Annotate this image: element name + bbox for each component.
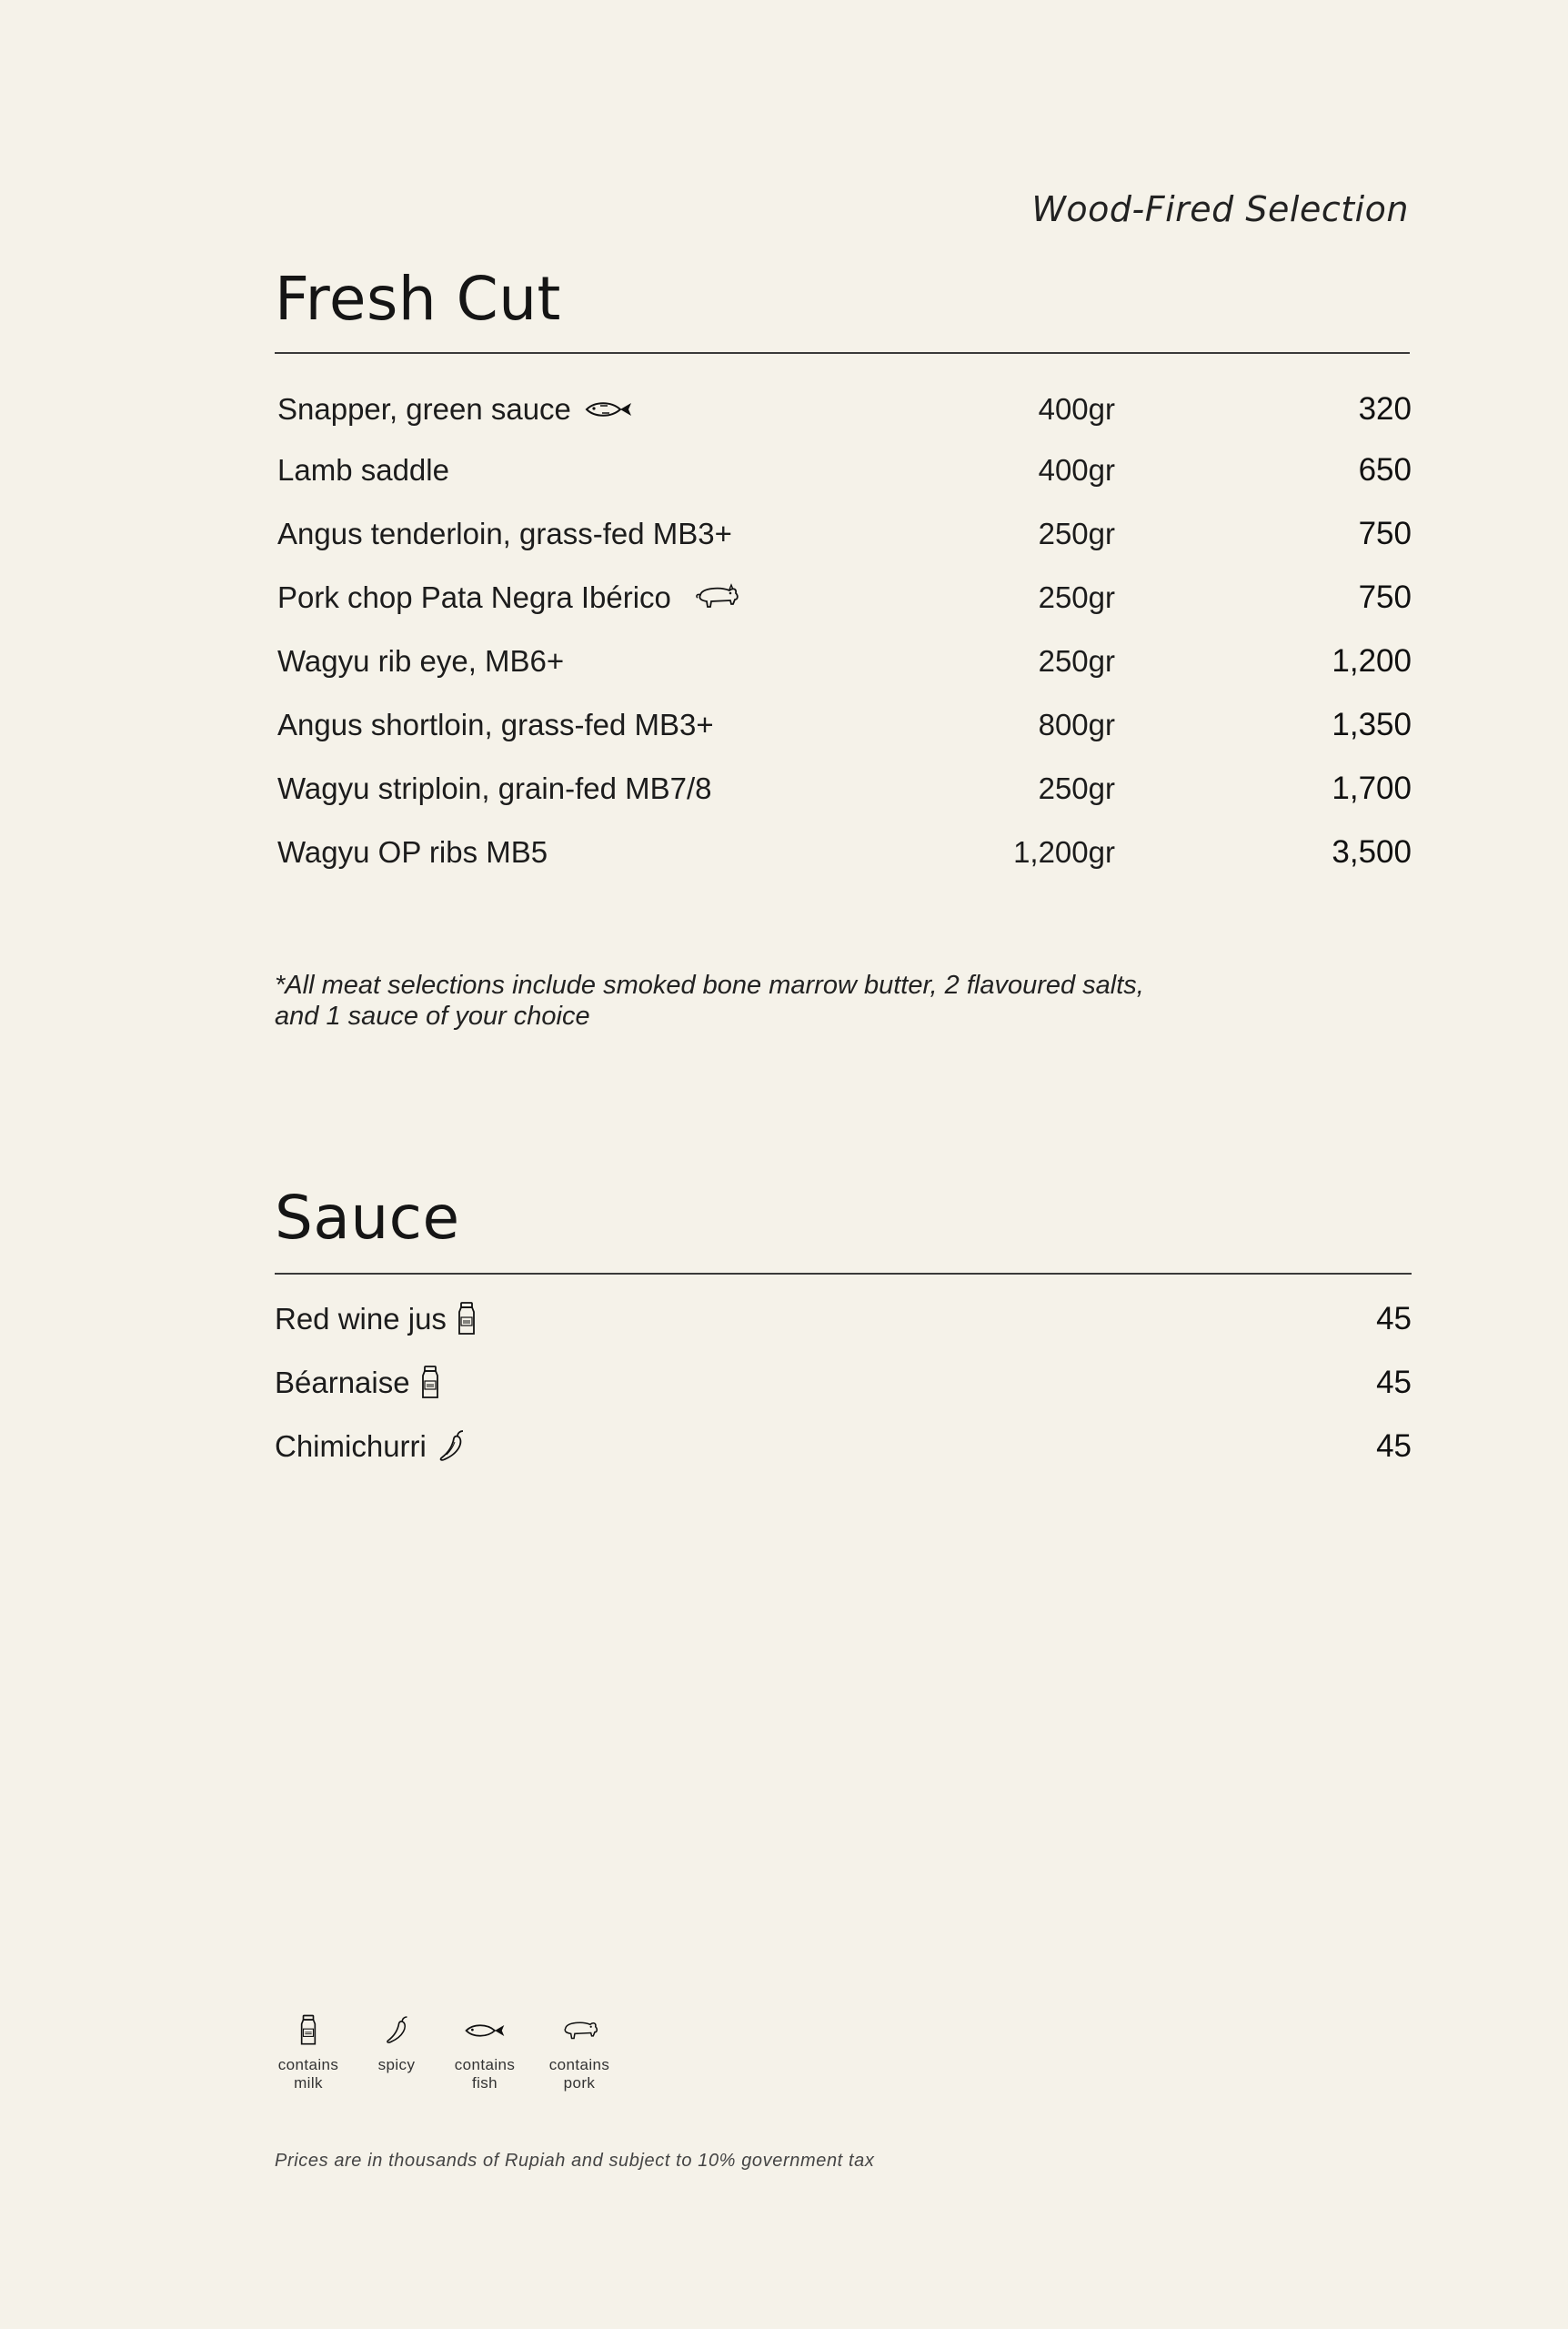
legend-label: contains fish xyxy=(454,2056,516,2092)
allergen-legend xyxy=(275,2011,613,2092)
menu-item-weight: 400gr xyxy=(1038,392,1115,426)
sauce-item-price: 45 xyxy=(1376,1301,1412,1336)
note-line: and 1 sauce of your choice xyxy=(275,1002,590,1031)
menu-item-name: Angus tenderloin, grass-fed MB3+ xyxy=(277,517,732,550)
menu-item-row xyxy=(275,827,1412,878)
sauce-item-price: 45 xyxy=(1376,1428,1412,1464)
sauce-title: Sauce xyxy=(275,1183,460,1253)
sauce-item-name: Red wine jus xyxy=(275,1294,477,1345)
legend-label: contains pork xyxy=(548,2056,610,2092)
milk-icon xyxy=(419,1366,441,1400)
legend-item-spicy xyxy=(369,2011,424,2092)
menu-item-name: Wagyu OP ribs MB5 xyxy=(277,835,548,869)
menu-item-weight: 250gr xyxy=(1038,771,1115,805)
menu-item-price: 3,500 xyxy=(1332,834,1412,870)
menu-item-price: 320 xyxy=(1358,391,1412,427)
menu-item-price: 750 xyxy=(1358,516,1412,551)
pig-icon xyxy=(559,2011,599,2051)
sauce-item-row xyxy=(275,1421,1412,1472)
menu-item-name: Angus shortloin, grass-fed MB3+ xyxy=(277,708,714,741)
menu-item-weight: 1,200gr xyxy=(1013,835,1115,869)
legend-label: contains milk xyxy=(277,2056,339,2092)
pig-icon xyxy=(693,582,740,613)
fresh-cut-divider xyxy=(275,352,1410,354)
menu-item-price: 750 xyxy=(1358,580,1412,615)
sauce-item-price: 45 xyxy=(1376,1365,1412,1400)
menu-item-row xyxy=(275,572,1412,623)
menu-item-row xyxy=(275,445,1412,496)
note-line: *All meat selections include smoked bone marrow butter, 2 flavoured salts, xyxy=(275,971,1144,1000)
menu-item-price: 1,350 xyxy=(1332,707,1412,742)
menu-item-weight: 400gr xyxy=(1038,453,1115,487)
fresh-cut-title: Fresh Cut xyxy=(275,264,561,334)
menu-item-weight: 800gr xyxy=(1038,708,1115,741)
legend-item-milk xyxy=(275,2011,342,2092)
menu-item-weight: 250gr xyxy=(1038,644,1115,678)
sauce-item-name: Chimichurri xyxy=(275,1421,467,1472)
sauce-item-name: Béarnaise xyxy=(275,1357,441,1408)
meat-selection-note xyxy=(275,970,1275,1032)
menu-item-row xyxy=(275,636,1412,687)
fish-icon xyxy=(464,2011,506,2051)
menu-subtitle: Wood-Fired Selection xyxy=(1031,189,1409,229)
legend-label: spicy xyxy=(377,2056,416,2073)
menu-item-row xyxy=(275,384,1412,435)
legend-item-fish xyxy=(451,2011,518,2092)
menu-item-name: Pork chop Pata Negra Ibérico xyxy=(277,572,740,623)
fish-icon xyxy=(584,399,633,419)
chili-icon xyxy=(436,1429,467,1464)
menu-item-name: Wagyu striploin, grain-fed MB7/8 xyxy=(277,771,712,805)
sauce-divider xyxy=(275,1273,1412,1275)
legend-item-pork xyxy=(546,2011,613,2092)
menu-item-name: Wagyu rib eye, MB6+ xyxy=(277,644,565,678)
menu-item-weight: 250gr xyxy=(1038,580,1115,614)
menu-item-price: 1,200 xyxy=(1332,643,1412,679)
sauce-item-row xyxy=(275,1294,1412,1345)
menu-item-weight: 250gr xyxy=(1038,517,1115,550)
chili-icon xyxy=(383,2011,410,2051)
menu-item-price: 650 xyxy=(1358,452,1412,488)
menu-item-row xyxy=(275,700,1412,751)
menu-item-price: 1,700 xyxy=(1332,771,1412,806)
price-footnote: Prices are in thousands of Rupiah and subject to 10% government tax xyxy=(275,2151,875,2171)
menu-item-row xyxy=(275,509,1412,560)
menu-item-name: Lamb saddle xyxy=(277,453,449,487)
menu-item-name: Snapper, green sauce xyxy=(277,384,633,435)
menu-item-row xyxy=(275,763,1412,814)
milk-icon xyxy=(298,2011,318,2051)
sauce-item-row xyxy=(275,1357,1412,1408)
milk-icon xyxy=(456,1302,477,1336)
